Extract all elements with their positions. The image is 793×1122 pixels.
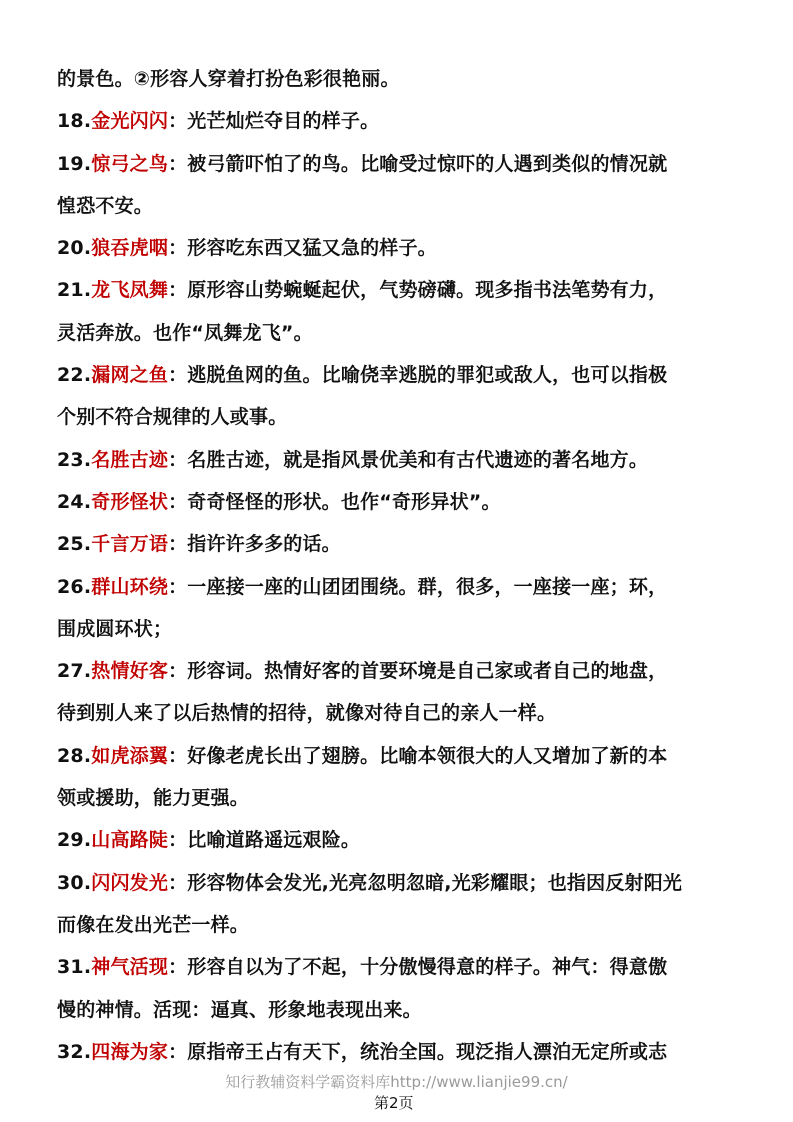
idiom-term: 如虎添翼 <box>91 744 169 767</box>
definition-text: ：名胜古迹，就是指风景优美和有古代遗迹的著名地方。 <box>168 448 649 471</box>
text-line <box>57 269 747 311</box>
entry-number: 23. <box>57 448 92 471</box>
idiom-term: 闪闪发光 <box>91 871 169 894</box>
idiom-term: 漏网之鱼 <box>91 364 169 387</box>
entry-number: 19. <box>57 152 92 175</box>
text-line <box>57 819 747 861</box>
definition-text: 而像在发出光芒一样。 <box>57 913 250 936</box>
idiom-term: 名胜古迹 <box>91 448 169 471</box>
text-line <box>57 904 747 946</box>
definition-text: 个别不符合规律的人或事。 <box>57 406 288 429</box>
text-line <box>57 650 747 692</box>
definition-text: ：比喻道路遥远艰险。 <box>168 829 361 852</box>
definition-text: 的景色。②形容人穿着打扮色彩很艳丽。 <box>57 68 400 90</box>
text-line <box>57 227 747 269</box>
definition-text: ：被弓箭吓怕了的鸟。比喻受过惊吓的人遇到类似的情况就 <box>168 152 668 175</box>
entry-number: 21. <box>57 279 92 302</box>
text-line <box>57 143 747 185</box>
text-line <box>57 989 747 1031</box>
entry-number: 26. <box>57 575 92 598</box>
definition-text: ：好像老虎长出了翅膀。比喻本领很大的人又增加了新的本 <box>168 744 668 767</box>
text-line <box>57 566 747 608</box>
text-line <box>57 735 747 777</box>
idiom-term: 群山环绕 <box>91 575 169 598</box>
idiom-term: 神气活现 <box>91 956 169 979</box>
text-line <box>57 312 747 354</box>
text-line <box>57 946 747 988</box>
definition-text: ：原形容山势蜿蜒起伏，气势磅礴。现多指书法笔势有力， <box>168 279 668 302</box>
text-line <box>57 58 747 100</box>
text-line <box>57 100 747 142</box>
entry-number: 20. <box>57 237 92 260</box>
text-line <box>57 354 747 396</box>
entry-number: 32. <box>57 1040 92 1063</box>
idiom-term: 热情好客 <box>91 660 169 683</box>
entry-number: 30. <box>57 871 92 894</box>
idiom-term: 四海为家 <box>91 1040 169 1063</box>
idiom-term: 金光闪闪 <box>91 110 169 133</box>
page-number: 第2页 <box>374 1094 414 1112</box>
idiom-term: 奇形怪状 <box>91 490 169 513</box>
definition-text: ：形容词。热情好客的首要环境是自己家或者自己的地盘， <box>168 660 668 683</box>
entry-number: 25. <box>57 533 92 556</box>
entry-number: 27. <box>57 660 92 683</box>
idiom-term: 山高路陡 <box>91 829 169 852</box>
entry-number: 24. <box>57 490 92 513</box>
definition-text: 灵活奔放。也作“凤舞龙飞”。 <box>57 321 313 344</box>
definition-text: ：原指帝王占有天下，统治全国。现泛指人漂泊无定所或志 <box>168 1040 668 1063</box>
definition-text: ：光芒灿烂夺目的样子。 <box>168 110 380 133</box>
definition-text: ：形容吃东西又猛又急的样子。 <box>168 237 437 260</box>
text-line <box>57 396 747 438</box>
text-line <box>57 523 747 565</box>
definition-text: ：指许许多多的话。 <box>168 533 341 556</box>
entry-number: 28. <box>57 744 92 767</box>
text-line <box>57 185 747 227</box>
entry-number: 29. <box>57 829 92 852</box>
entry-number: 18. <box>57 110 92 133</box>
entry-number: 22. <box>57 364 92 387</box>
text-line <box>57 1031 747 1073</box>
text-line <box>57 439 747 481</box>
idiom-term: 惊弓之鸟 <box>91 152 169 175</box>
definition-text: 待到别人来了以后热情的招待，就像对待自己的亲人一样。 <box>57 702 557 725</box>
definition-text: 慢的神情。活现：逼真、形象地表现出来。 <box>57 998 422 1021</box>
definition-text: ：一座接一座的山团团围绕。群，很多，一座接一座；环， <box>168 575 668 598</box>
text-line <box>57 481 747 523</box>
entry-number: 31. <box>57 956 92 979</box>
definition-text: 领或援助，能力更强。 <box>57 787 250 810</box>
definition-text: ：逃脱鱼网的鱼。比喻侥幸逃脱的罪犯或敌人，也可以指极 <box>168 364 668 387</box>
watermark-text: 知行教辅资料学霸资料库http://www.lianjie99.cn/ <box>225 1073 568 1091</box>
text-line <box>57 608 747 650</box>
idiom-term: 狼吞虎咽 <box>91 237 169 260</box>
definition-text: 围成圆环状； <box>57 617 173 640</box>
idiom-term: 龙飞凤舞 <box>91 279 169 302</box>
document-body <box>57 58 747 1073</box>
definition-text: ：形容自以为了不起，十分傲慢得意的样子。神气：得意傲 <box>168 956 668 979</box>
definition-text: ：奇奇怪怪的形状。也作“奇形异状”。 <box>168 490 501 513</box>
text-line <box>57 777 747 819</box>
definition-text: ：形容物体会发光,光亮忽明忽暗,光彩耀眼；也指因反射阳光 <box>168 871 683 894</box>
definition-text: 惶恐不安。 <box>57 194 154 217</box>
idiom-term: 千言万语 <box>91 533 169 556</box>
text-line <box>57 862 747 904</box>
text-line <box>57 692 747 734</box>
